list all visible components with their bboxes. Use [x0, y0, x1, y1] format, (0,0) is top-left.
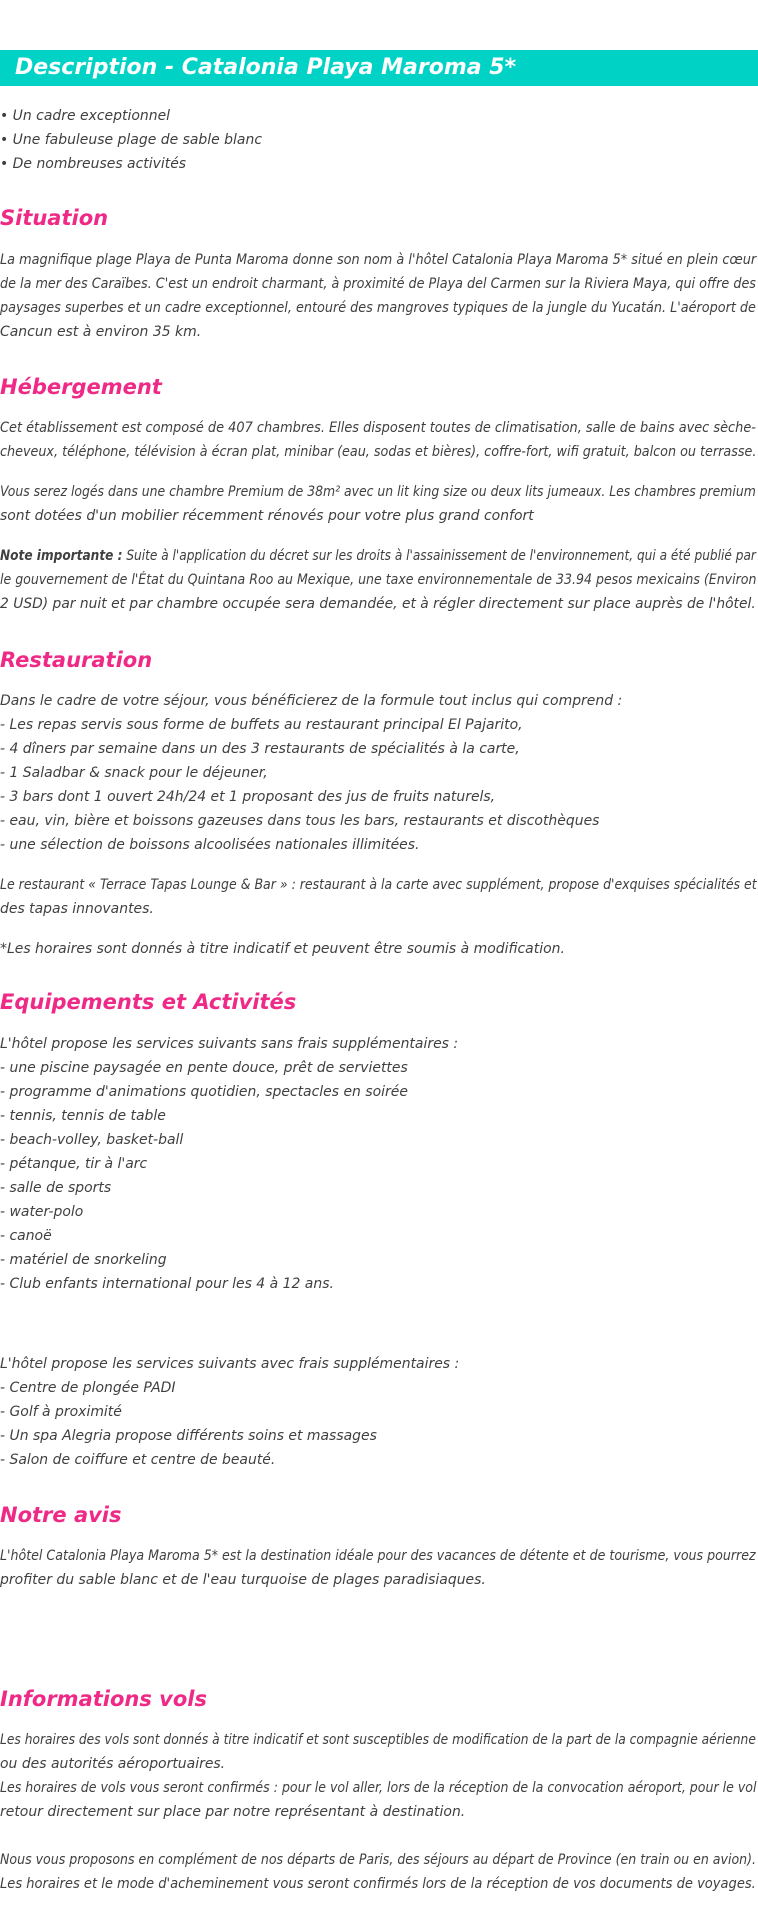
list-item: - Salon de coiffure et centre de beauté. [0, 1452, 276, 1468]
list-item: - programme d'animations quotidien, spectacles en soirée [0, 1084, 408, 1100]
list-item: • Une fabuleuse plage de sable blanc [0, 132, 263, 148]
list-item: - salle de sports [0, 1180, 112, 1196]
page-title: Description - Catalonia Playa Maroma 5* [0, 50, 758, 86]
list-item: • De nombreuses activités [0, 156, 187, 172]
heading-equipements: Equipements et Activités [0, 990, 297, 1014]
heading-notre-avis: Notre avis [0, 1503, 122, 1527]
hebergement-text-2: Vous serez logés dans une chambre Premium de 38m² avec un lit king size ou deux lits jumeaux. Les chambres premium sont dotées d'un mobilier récemment rénovés pour votre plus grand confort [0, 484, 756, 524]
situation-text: La magnifique plage Playa de Punta Maroma donne son nom à l'hôtel Catalonia Playa Maroma 5* situé en plein cœur de la mer des Caraïbes. C'est un endroit charmant, à proximité de Playa del Carmen sur la Riviera Maya, qui offre des paysages superbes et un cadre exceptionnel, entouré des mangroves typiques de la jungle du Yucatán. L'aéroport de Cancun est à environ 35 km. [0, 252, 757, 340]
list-item: - 3 bars dont 1 ouvert 24h/24 et 1 proposant des jus de fruits naturels, [0, 789, 496, 805]
equipements-free-list: L'hôtel propose les services suivants sans frais supplémentaires : - une piscine paysagée en pente douce, prêt de serviettes - programme d'animations quotidien, spectacles en soirée - tennis, tennis de table - beach-volley, basket-ball - pétanque, tir à l'arc - salle de sports - water-polo - canoë - matériel de snorkeling - Club enfants international pour les 4 à 12 ans. [0, 1032, 758, 1296]
list-item: - Club enfants international pour les 4 à 12 ans. [0, 1276, 334, 1292]
highlights-list [0, 104, 758, 176]
vols-text-2: Nous vous proposons en complément de nos départs de Paris, des séjours au départ de Province (en train ou en avion). Les horaires et le mode d'acheminement vous seront confirmés lors de la réception de vos documents de voyages. [0, 1852, 757, 1892]
list-item: - matériel de snorkeling [0, 1252, 167, 1268]
hebergement-note: Note importante : Suite à l'application du décret sur les droits à l'assainissement de l'environnement, qui a été publié par le gouvernement de l'État du Quintana Roo au Mexique, une taxe environnementale de 33.94 pesos mexicains (Environ 2 USD) par nuit et par chambre occupée sera demandée, et à régler directement sur place auprès de l'hôtel. [0, 548, 757, 612]
list-item: - water-polo [0, 1204, 84, 1220]
restauration-note: *Les horaires sont donnés à titre indicatif et peuvent être soumis à modification. [0, 941, 565, 957]
list-item: - une sélection de boissons alcoolisées nationales illimitées. [0, 837, 420, 853]
list-item: - Golf à proximité [0, 1404, 122, 1420]
restauration-text-2: Le restaurant « Terrace Tapas Lounge & Bar » : restaurant à la carte avec supplément, propose d'exquises spécialités et des tapas innovantes. [0, 877, 757, 917]
list-item: - canoë [0, 1228, 52, 1244]
list-item: - Un spa Alegria propose différents soins et massages [0, 1428, 377, 1444]
heading-hebergement: Hébergement [0, 375, 162, 399]
list-item: • Un cadre exceptionnel [0, 108, 171, 124]
list-item: - Centre de plongée PADI [0, 1380, 176, 1396]
list-item: - tennis, tennis de table [0, 1108, 166, 1124]
heading-situation: Situation [0, 206, 109, 230]
avis-text: L'hôtel Catalonia Playa Maroma 5* est la destination idéale pour des vacances de détente et de tourisme, vous pourrez profiter du sable blanc et de l'eau turquoise de plages paradisiaques. [0, 1548, 756, 1588]
list-item: - beach-volley, basket-ball [0, 1132, 184, 1148]
list-item: - 4 dîners par semaine dans un des 3 restaurants de spécialités à la carte, [0, 741, 520, 757]
note-label: Note importante : [0, 548, 123, 564]
equipements-paid-list: L'hôtel propose les services suivants avec frais supplémentaires : - Centre de plongée PADI - Golf à proximité - Un spa Alegria propose différents soins et massages - Salon de coiffure et centre de beauté. [0, 1352, 758, 1472]
list-item: - eau, vin, bière et boissons gazeuses dans tous les bars, restaurants et discothèques [0, 813, 600, 829]
heading-informations-vols: Informations vols [0, 1687, 207, 1711]
heading-restauration: Restauration [0, 648, 153, 672]
list-item: - 1 Saladbar & snack pour le déjeuner, [0, 765, 268, 781]
vols-text-1: Les horaires des vols sont donnés à titre indicatif et sont susceptibles de modification de la part de la compagnie aérienne ou des autorités aéroportuaires. Les horaires de vols vous seront confirmés : pour le vol aller, lors de la réception de la convocation aéroport, pour le vol retour directement sur place par notre représentant à destination. [0, 1732, 757, 1820]
hebergement-text-1: Cet établissement est composé de 407 chambres. Elles disposent toutes de climatisation, salle de bains avec sèche- cheveux, téléphone, télévision à écran plat, minibar (eau, sodas et bières), coffre-fort, wifi gratuit, balcon ou terrasse. [0, 420, 757, 460]
restauration-list: Dans le cadre de votre séjour, vous bénéficierez de la formule tout inclus qui comprend : - Les repas servis sous forme de buffets au restaurant principal El Pajarito, - 4 dîners par semaine dans un des 3 restaurants de spécialités à la carte, - 1 Saladbar & snack pour le déjeuner, - 3 bars dont 1 ouvert 24h/24 et 1 proposant des jus de fruits naturels, - eau, vin, bière et boissons gazeuses dans tous les bars, restaurants et discothèques - une sélection de boissons alcoolisées nationales illimitées. [0, 689, 758, 857]
list-item: - Les repas servis sous forme de buffets au restaurant principal El Pajarito, [0, 717, 523, 733]
list-item: - une piscine paysagée en pente douce, prêt de serviettes [0, 1060, 408, 1076]
list-item: - pétanque, tir à l'arc [0, 1156, 148, 1172]
